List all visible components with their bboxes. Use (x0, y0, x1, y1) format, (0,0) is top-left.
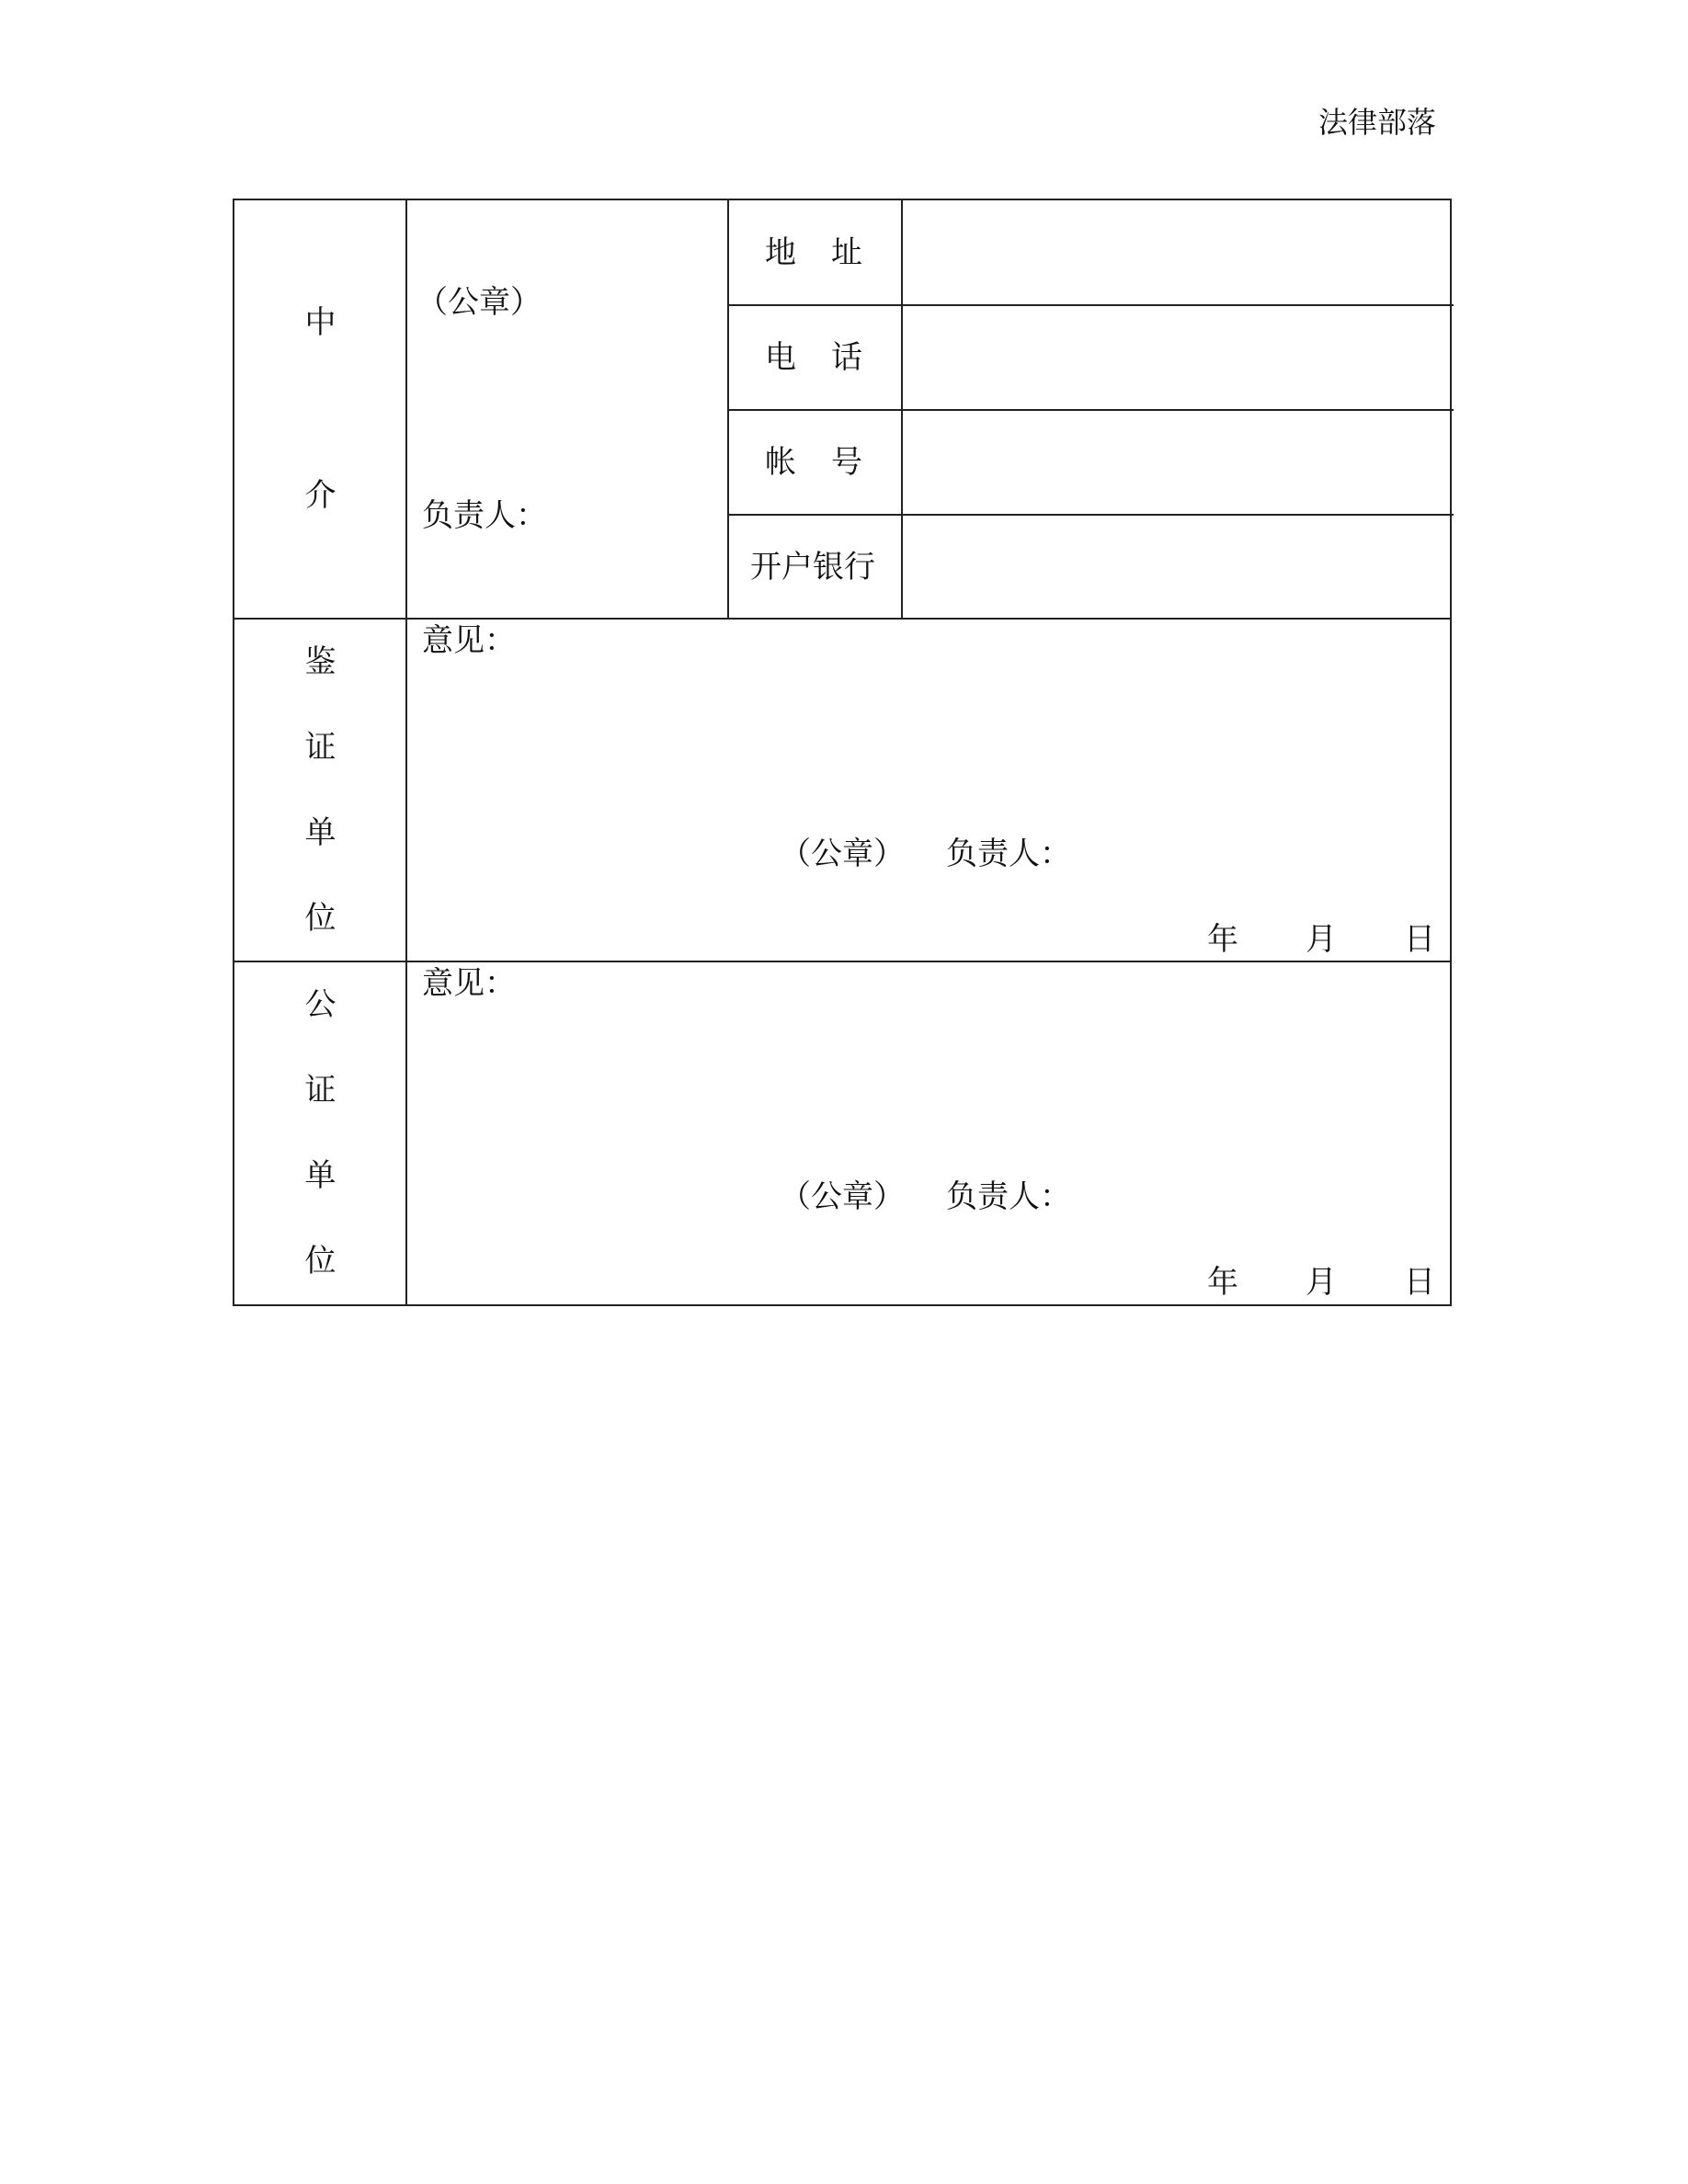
row-divider-phone (727, 409, 1454, 411)
notary-month: 月 (1306, 1264, 1337, 1301)
notary-seal: （公章） (780, 1178, 905, 1215)
section-divider-intermediary (234, 618, 1450, 620)
verification-opinion-label: 意见： (422, 622, 516, 659)
notary-person-in-charge: 负责人： (946, 1178, 1071, 1215)
notary-label-char-2: 证 (304, 1072, 336, 1109)
row-divider-account (727, 514, 1454, 516)
row-divider-address (727, 304, 1454, 306)
verification-month: 月 (1306, 921, 1337, 958)
intermediary-label-char-1: 中 (304, 304, 336, 341)
intermediary-label-char-2: 介 (304, 477, 336, 514)
section-divider-verification (234, 961, 1450, 962)
verification-label-char-1: 鉴 (304, 643, 336, 680)
verification-seal: （公章） (780, 836, 905, 872)
intermediary-seal: （公章） (416, 284, 542, 321)
phone-label: 电话 (765, 339, 897, 376)
verification-label-char-3: 单 (304, 814, 336, 851)
notary-day: 日 (1404, 1264, 1435, 1301)
address-label: 地址 (765, 234, 897, 271)
notary-opinion-label: 意见： (422, 965, 516, 1002)
verification-year: 年 (1207, 921, 1238, 958)
intermediary-person-in-charge: 负责人： (422, 497, 547, 534)
contract-signature-form (233, 199, 1452, 1306)
verification-label-char-4: 位 (304, 900, 336, 937)
account-label: 帐号 (765, 444, 897, 481)
notary-label-char-3: 单 (304, 1157, 336, 1194)
notary-year: 年 (1207, 1264, 1238, 1301)
notary-label-char-4: 位 (304, 1243, 336, 1280)
verification-day: 日 (1404, 921, 1435, 958)
verification-person-in-charge: 负责人： (946, 836, 1071, 872)
bank-label: 开户银行 (750, 549, 875, 586)
verification-label-char-2: 证 (304, 729, 336, 766)
page-header-text: 法律部落 (1317, 105, 1436, 140)
notary-label-char-1: 公 (304, 986, 336, 1023)
